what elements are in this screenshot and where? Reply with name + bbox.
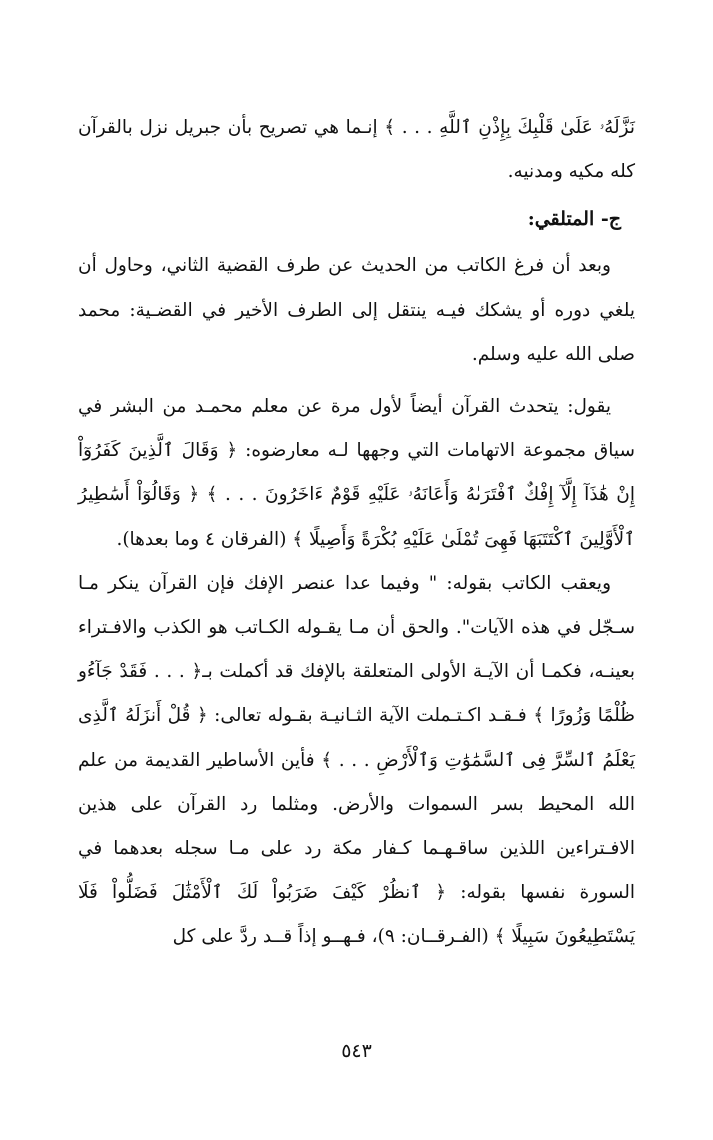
paragraph-accusations-quote: يقول: يتحدث القرآن أيضاً لأول مرة عن معلم محمـد من البشر في سياق مجموعة الاتهامات التي وجهها لـه معارضوه: ﴿ وَقَالَ ٱلَّذِينَ كَفَرُوٓاْ إِنْ هَٰذَآ إِلَّآ إِفْكٌ ٱفْتَرَىٰهُ وَأَعَانَهُۥ عَلَيْهِ قَوْمٌ ءَاخَرُونَ . . . ﴾ ﴿ وَقَالُوٓاْ أَسَٰطِيرُ ٱلْأَوَّلِينَ ٱكْتَتَبَهَا فَهِىَ تُمْلَىٰ عَلَيْهِ بُكْرَةً وَأَصِيلًا ﴾ (الفرقان ٤ وما بعدها). (78, 396, 635, 550)
paragraph-jibril-revelation: نَزَّلَهُۥ عَلَىٰ قَلْبِكَ بِإِذْنِ ٱللَّهِ . . . ﴾ إنـما هي تصريح بأن جبريل نزل بالقرآن كله مكيه ومدنيه. (78, 117, 635, 183)
paragraph-writer-transition: وبعد أن فرغ الكاتب من الحديث عن طرف القضية الثاني، وحاول أن يلغي دوره أو يشكك فيـه ينتقل إلى الطرف الأخير في القضـية: محمد صلى الله عليه وسلم. (78, 255, 635, 365)
section-heading-recipient: ج- المتلقي: (527, 208, 621, 231)
paragraph-gap (78, 377, 635, 385)
page-number: ٥٤٣ (341, 1040, 372, 1062)
body-text (78, 106, 635, 960)
paragraph-writer-rebuttal: ويعقب الكاتب بقوله: " وفيما عدا عنصر الإفك فإن القرآن ينكر مـا سـجّل في هذه الآيات". والحق أن مـا يقـوله الكـاتب هو الكذب والافـتراء بعينـه، فكمـا أن الآيـة الأولى المتعلقة بالإفك قد أكملت بـ﴿ . . . فَقَدْ جَآءُو ظُلْمًا وَزُورًا ﴾ فـقـد اكـتـملت الآية الثـانيـة بقـوله تعالى: ﴿ قُلْ أَنزَلَهُ ٱلَّذِى يَعْلَمُ ٱلسِّرَّ فِى ٱلسَّمَٰوَٰتِ وَٱلْأَرْضِ . . . ﴾ فأين الأساطير القديمة من علم الله المحيط بسر السموات والأرض. ومثلما رد القرآن على هذين الافـتراءين اللذين ساقـهـما كـفار مكة رد على مـا سجله بعدهما في السورة نفسها بقوله: ﴿ ٱنظُرْ كَيْفَ ضَرَبُواْ لَكَ ٱلْأَمْثَٰلَ فَضَلُّواْ فَلَا يَسْتَطِيعُونَ سَبِيلًا ﴾ (الفـرقــان: ٩)، فـهــو إذاً قــد ردَّ على كل (78, 572, 635, 948)
